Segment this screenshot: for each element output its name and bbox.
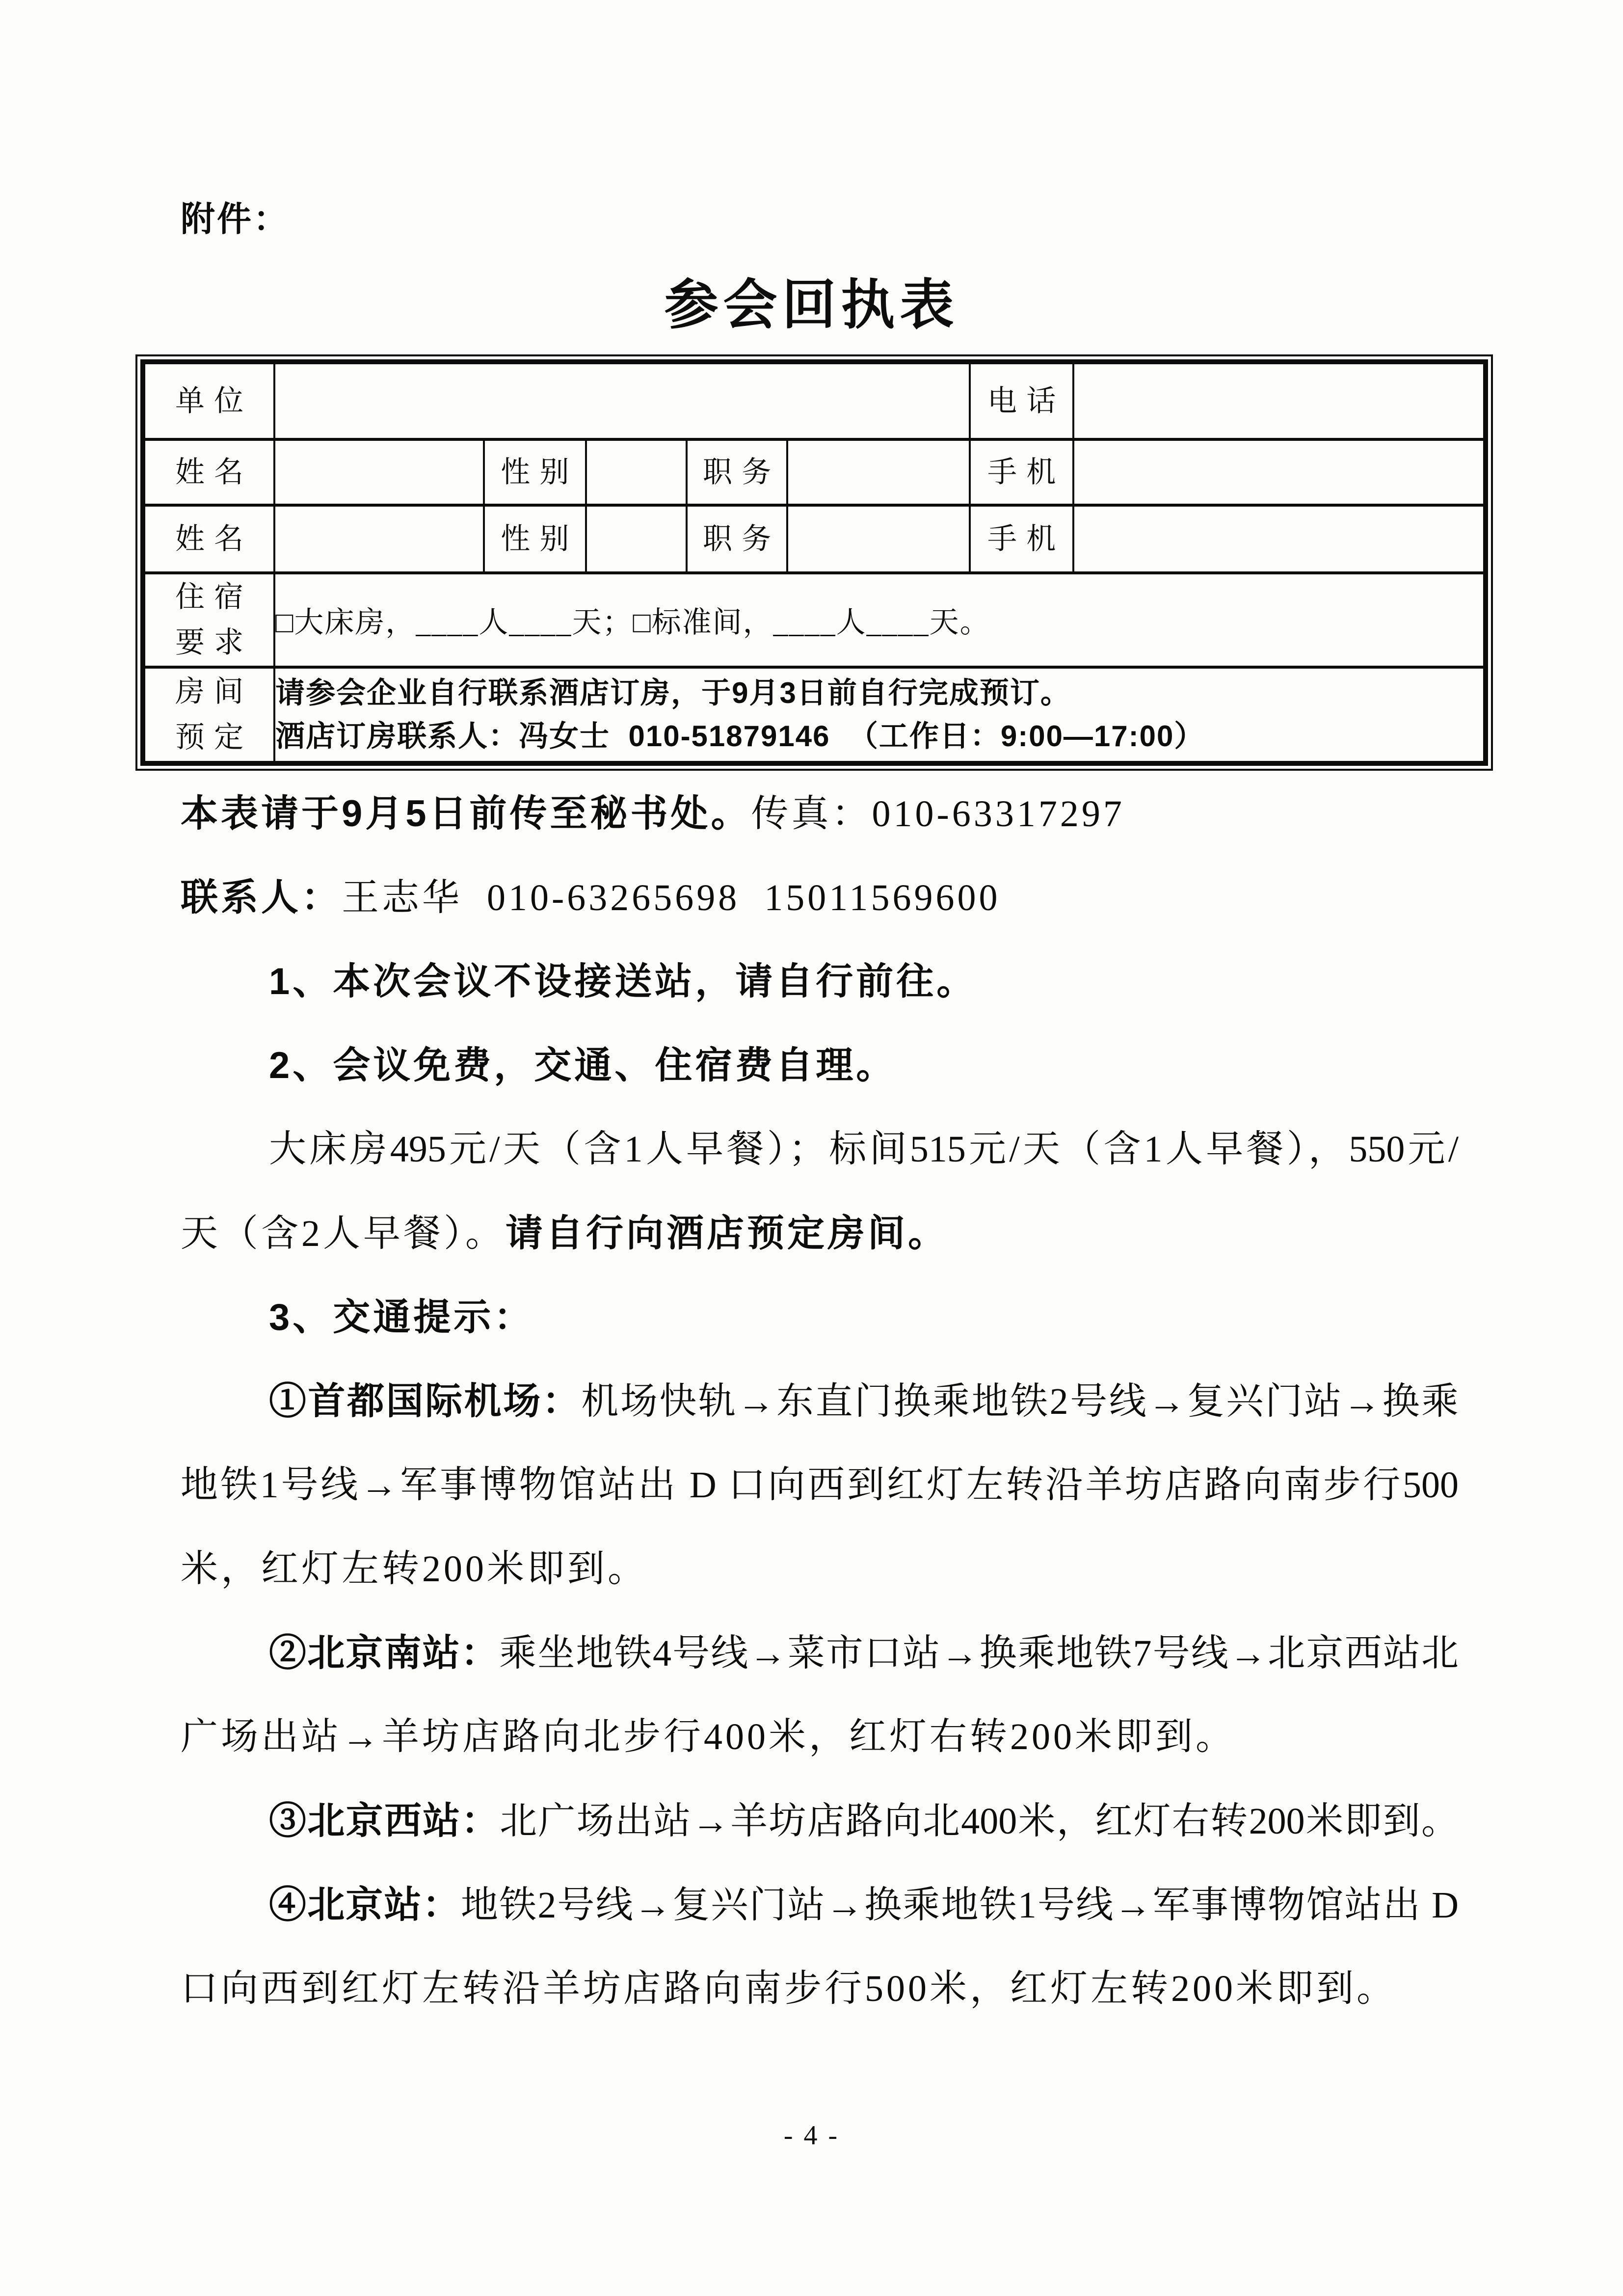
transport-4-route-start: 地铁2号线→复兴门站→换乘地铁1号线→军事博物馆站出 D [460,1885,1459,1926]
contact-label: 联系人： [181,877,342,918]
name2-value-cell [274,505,484,573]
accommodation-label-cell [143,573,274,667]
document-body [181,772,1459,2031]
transport-1-label: ①首都国际机场： [269,1380,582,1422]
transport-1-route-start: 机场快轨→东直门换乘地铁2号线→复兴门站→换乘 [581,1381,1459,1422]
transport-1-line-3: 米，红灯左转200米即到。 [181,1548,648,1590]
attachment-label: 附件： [181,200,290,238]
table-row-unit [143,362,1486,439]
transport-2-line-1 [181,1611,1459,1695]
position1-label-cell: 职务 [687,439,787,505]
name1-value-cell [274,439,484,505]
gender1-label-cell: 性别 [484,439,586,505]
accommodation-options-cell [274,573,1486,667]
room-booking-label-cell [143,667,274,763]
gender2-label-cell: 性别 [484,505,586,573]
price-line-2-normal: 天（含2人早餐）。 [181,1213,506,1254]
phone-value-cell [1073,362,1486,439]
phone-label-cell: 电话 [970,362,1073,439]
name1-label-cell: 姓名 [143,439,274,505]
transport-3-route: 北广场出站→羊坊店路向北400米，红灯右转200米即到。 [500,1801,1459,1842]
table-row-room-booking [143,667,1486,763]
unit-value-cell [274,362,970,439]
mobile1-label-cell: 手机 [970,439,1073,505]
price-line-1: 大床房495元/天（含1人早餐）；标间515元/天（含1人早餐），550元/ [269,1129,1459,1170]
transport-2-line-2: 广场出站→羊坊店路向北步行400米，红灯右转200米即到。 [181,1716,1236,1757]
fax-line [181,772,1459,856]
price-line-2-bold: 请自行向酒店预定房间。 [506,1213,948,1254]
contact-name: 王志华 [342,877,462,918]
fax-number-text: 传真：010-63317297 [751,793,1125,835]
note-item-3: 3、交通提示： [269,1297,534,1338]
mobile1-value-cell [1073,439,1486,505]
gender1-value-cell [586,439,687,505]
accommodation-label-line2: 要求 [175,626,253,659]
position2-value-cell [787,505,970,573]
transport-1-line-1 [181,1359,1459,1443]
name2-label-cell: 姓名 [143,505,274,573]
contact-line [181,856,1459,940]
page-title: 参会回执表 [664,275,959,335]
transport-3-label: ③北京西站： [269,1800,500,1842]
reply-form-table [140,359,1488,766]
accommodation-options-line: □大床房，____人____天；□标准间，____人____天。 [275,606,990,639]
position2-label-cell: 职务 [687,505,787,573]
gender2-value-cell [586,505,687,573]
transport-2-label: ②北京南站： [269,1632,500,1674]
mobile2-value-cell [1073,505,1486,573]
contact-phone-numbers: 010-63265698 15011569600 [487,877,1001,918]
contact-numbers [462,877,487,918]
transport-2-route-start: 乘坐地铁4号线→菜市口站→换乘地铁7号线→北京西站北 [499,1633,1459,1674]
transport-3-line-1 [181,1779,1459,1863]
transport-1-line-2: 地铁1号线→军事博物馆站出 D 口向西到红灯左转沿羊坊店路向南步行500 [181,1464,1459,1506]
transport-4-line-2: 口向西到红灯左转沿羊坊店路向南步行500米，红灯左转200米即到。 [181,1968,1397,2009]
fax-deadline-text: 本表请于9月5日前传至秘书处。 [181,793,751,835]
table-row-attendee-1 [143,439,1486,505]
position1-value-cell [787,439,970,505]
room-booking-content-cell [274,667,1486,763]
price-line-2 [181,1191,1459,1275]
mobile2-label-cell: 手机 [970,505,1073,573]
reply-form-table-frame [135,354,1493,771]
accommodation-label-line1: 住宿 [175,581,253,613]
page-number: - 4 - [783,2120,840,2151]
transport-4-label: ④北京站： [269,1884,461,1926]
hotel-contact-line: 酒店订房联系人：冯女士 010-51879146 （工作日：9:00—17:00） [275,720,1205,753]
unit-label-cell: 单位 [143,362,274,439]
room-booking-label-line2: 预定 [175,721,253,754]
table-row-accommodation [143,573,1486,667]
transport-4-line-1 [181,1863,1459,1947]
note-item-2: 2、会议免费，交通、住宿费自理。 [269,1045,897,1086]
note-item-1: 1、本次会议不设接送站，请自行前往。 [269,961,977,1002]
room-booking-instruction: 请参会企业自行联系酒店订房，于9月3日前自行完成预订。 [275,676,1071,709]
room-booking-label-line1: 房间 [175,675,253,708]
table-row-attendee-2 [143,505,1486,573]
